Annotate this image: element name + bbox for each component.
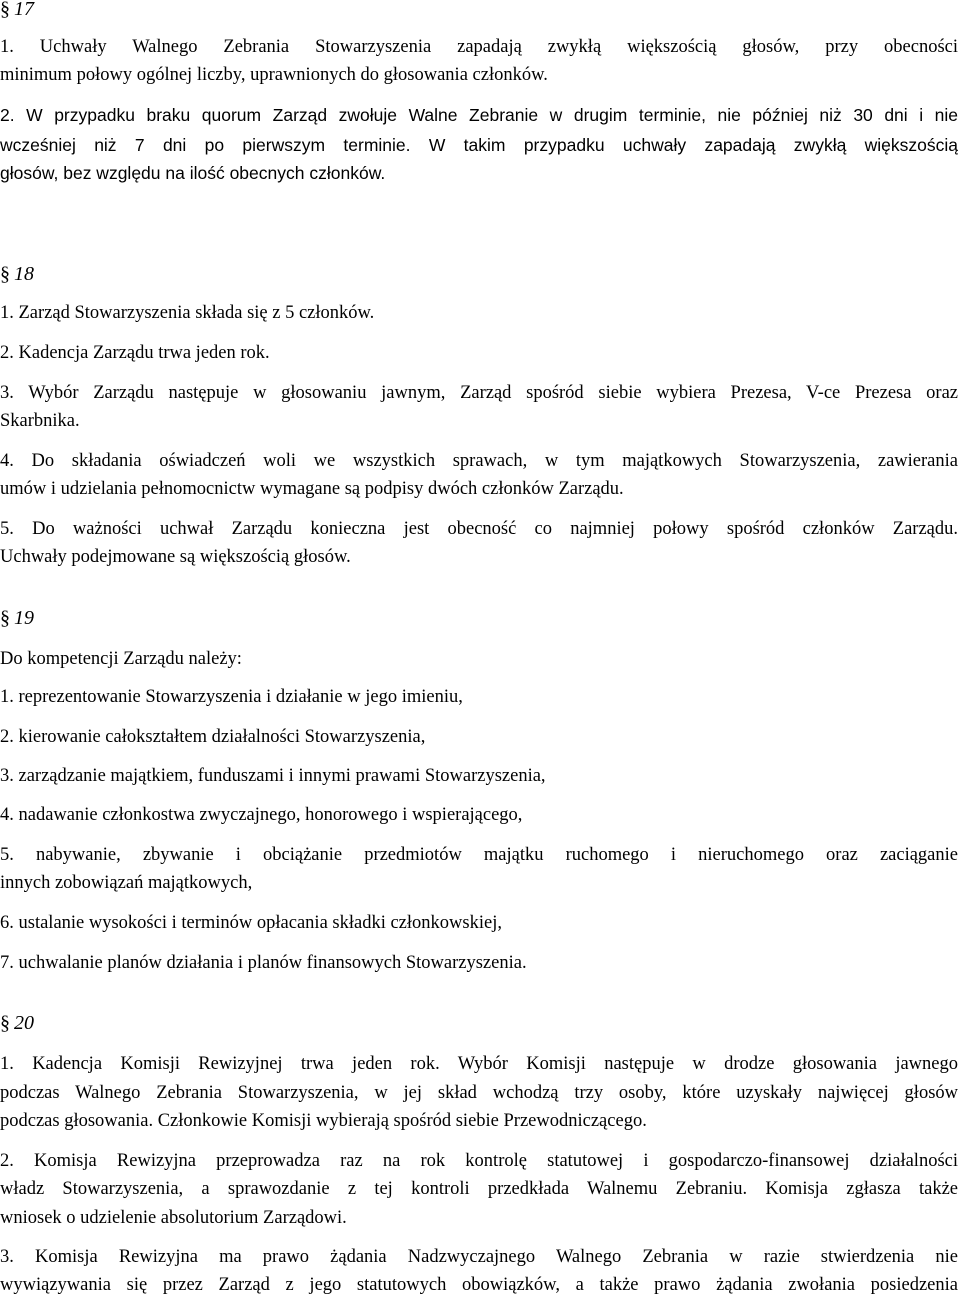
paragraph-line: wywiązywania się przez Zarząd z jego statutowych obowiązków, a także prawo żądania zwołania posiedzenia (0, 1275, 958, 1295)
paragraph-line: Do kompetencji Zarządu należy: (0, 649, 242, 669)
paragraph-line: 5. Do ważności uchwał Zarządu konieczna jest obecność co najmniej połowy spośród członków Zarządu. (0, 519, 958, 539)
paragraph-line: 1. Uchwały Walnego Zebrania Stowarzyszenia zapadają zwykłą większością głosów, przy obecności (0, 37, 958, 57)
section-symbol: § (0, 1012, 10, 1034)
paragraph-line: 2. Komisja Rewizyjna przeprowadza raz na rok kontrolę statutowej i gospodarczo-finansowej działalności (0, 1151, 958, 1171)
paragraph-line: władz Stowarzyszenia, a sprawozdanie z tej kontroli przedkłada Walnemu Zebraniu. Komisja zgłasza także (0, 1179, 958, 1199)
paragraph-line: 2. Kadencja Zarządu trwa jeden rok. (0, 343, 270, 363)
paragraph-line: Uchwały podejmowane są większością głosów. (0, 547, 351, 567)
list-item: 6. ustalanie wysokości i terminów opłacania składki członkowskiej, (0, 913, 502, 933)
section-number: 17 (14, 0, 34, 20)
list-item: 3. zarządzanie majątkiem, funduszami i innymi prawami Stowarzyszenia, (0, 766, 546, 786)
list-item: 2. kierowanie całokształtem działalności Stowarzyszenia, (0, 727, 426, 747)
section-heading-20 (0, 1011, 34, 1035)
paragraph-line: wcześniej niż 7 dni po pierwszym terminie. W takim przypadku uchwały zapadają zwykłą większością (0, 135, 958, 155)
paragraph-line: 4. Do składania oświadczeń woli we wszystkich sprawach, w tym majątkowych Stowarzyszenia, zawierania (0, 451, 958, 471)
list-item: 7. uchwalanie planów działania i planów finansowych Stowarzyszenia. (0, 953, 527, 973)
section-heading-17 (0, 0, 34, 21)
paragraph-line: Skarbnika. (0, 411, 80, 431)
list-item: 4. nadawanie członkostwa zwyczajnego, honorowego i wspierającego, (0, 805, 523, 825)
paragraph-line: 3. Wybór Zarządu następuje w głosowaniu jawnym, Zarząd spośród siebie wybiera Prezesa, V-ce Prezesa oraz (0, 383, 958, 403)
paragraph-line: 3. Komisja Rewizyjna ma prawo żądania Nadzwyczajnego Walnego Zebrania w razie stwierdzenia nie (0, 1247, 958, 1267)
paragraph-line: minimum połowy ogólnej liczby, uprawnionych do głosowania członków. (0, 65, 548, 85)
paragraph-line: podczas Walnego Zebrania Stowarzyszenia, w jej skład wchodzą trzy osoby, które uzyskały najwięcej głosów (0, 1083, 958, 1103)
section-heading-19 (0, 606, 34, 630)
section-number: 20 (14, 1012, 34, 1034)
section-number: 19 (14, 607, 34, 629)
list-item: innych zobowiązań majątkowych, (0, 873, 253, 893)
paragraph-line: podczas głosowania. Członkowie Komisji wybierają spośród siebie Przewodniczącego. (0, 1111, 647, 1131)
paragraph-line: 1. Kadencja Komisji Rewizyjnej trwa jeden rok. Wybór Komisji następuje w drodze głosowania jawnego (0, 1054, 958, 1074)
list-item: 1. reprezentowanie Stowarzyszenia i działanie w jego imieniu, (0, 687, 463, 707)
paragraph-line: wniosek o udzielenie absolutorium Zarządowi. (0, 1208, 347, 1228)
section-symbol: § (0, 607, 10, 629)
section-number: 18 (14, 263, 34, 285)
paragraph-line: 1. Zarząd Stowarzyszenia składa się z 5 członków. (0, 303, 375, 323)
section-symbol: § (0, 263, 10, 285)
paragraph-line: 2. W przypadku braku quorum Zarząd zwołuje Walne Zebranie w drugim terminie, nie później niż 30 dni i nie (0, 105, 958, 125)
paragraph-line: głosów, bez względu na ilość obecnych członków. (0, 163, 386, 183)
section-symbol: § (0, 0, 10, 20)
list-item: 5. nabywanie, zbywanie i obciążanie przedmiotów majątku ruchomego i nieruchomego oraz zaciąganie (0, 845, 958, 865)
section-heading-18 (0, 262, 34, 286)
paragraph-line: umów i udzielania pełnomocnictw wymagane są podpisy dwóch członków Zarządu. (0, 479, 624, 499)
